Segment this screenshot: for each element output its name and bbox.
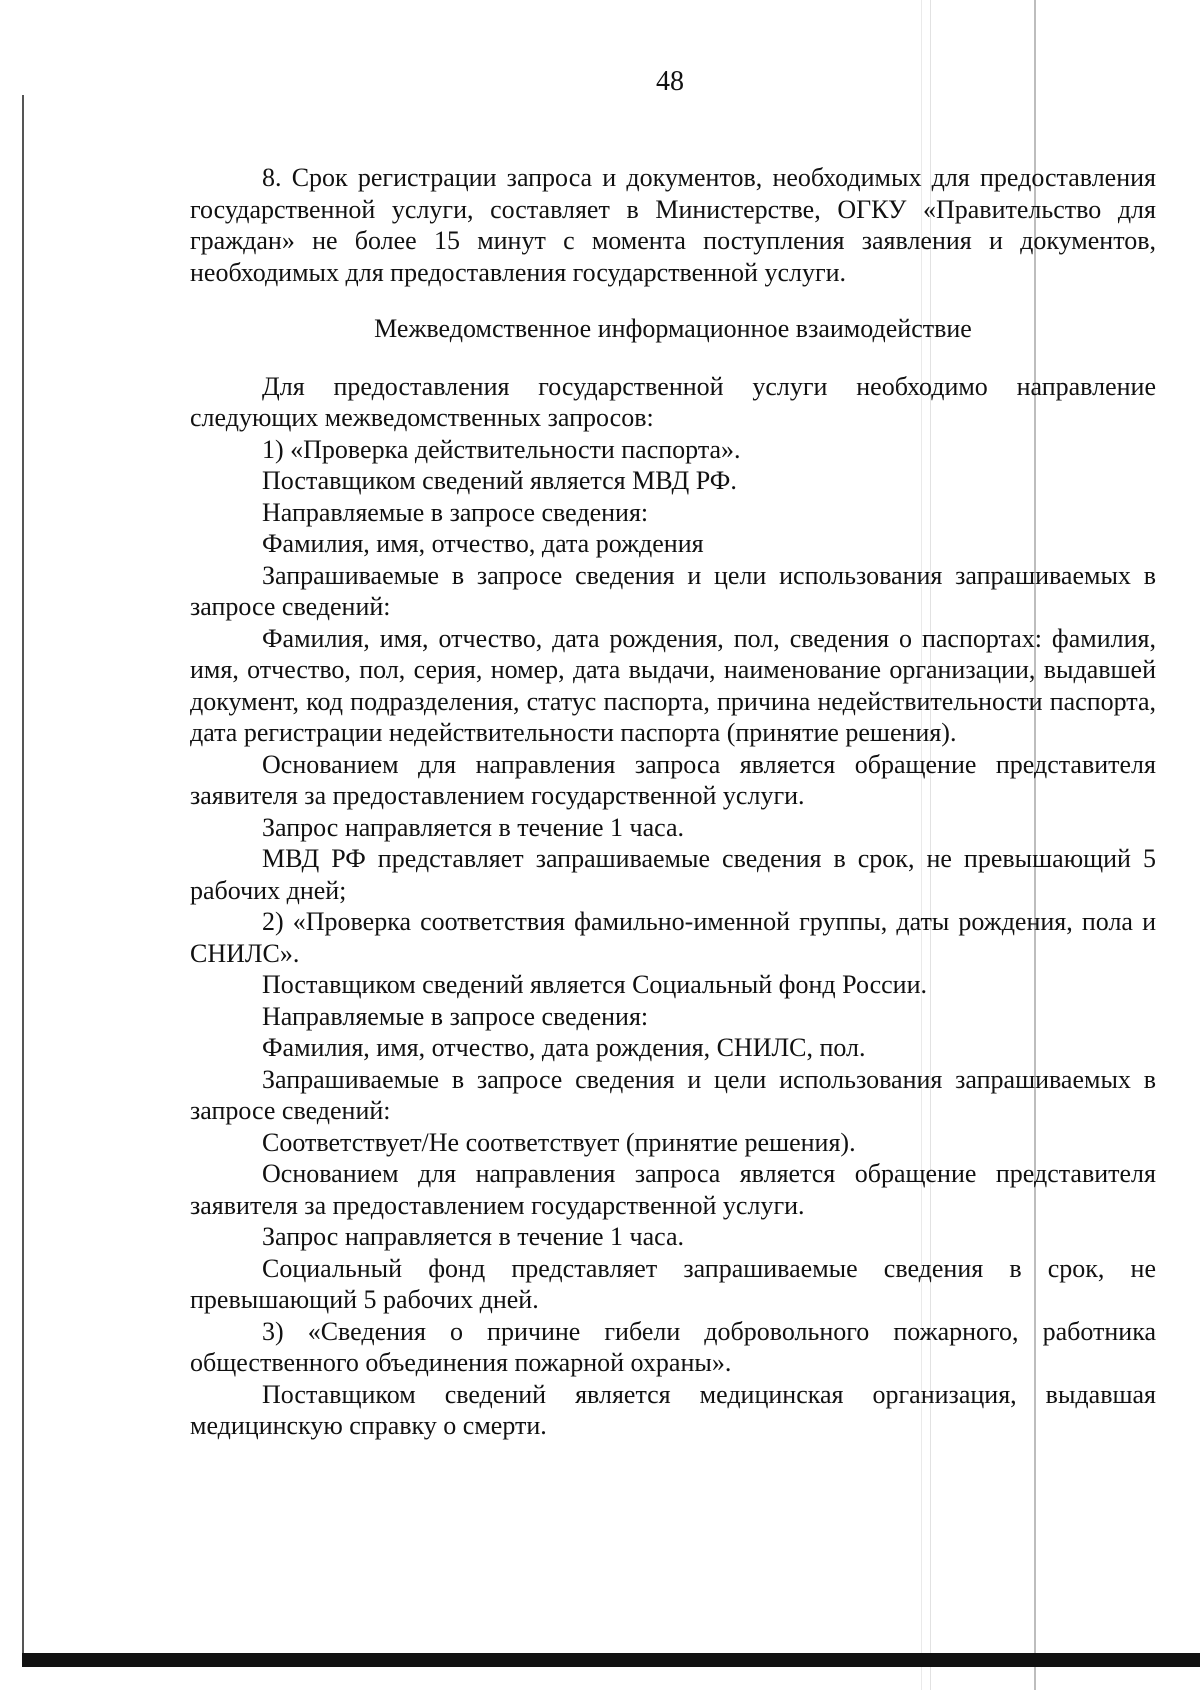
- scan-bottom-edge: [22, 1653, 1200, 1667]
- paragraph: Фамилия, имя, отчество, дата рождения: [262, 529, 704, 558]
- paragraph: 2) «Проверка соответствия фамильно-именной группы, даты рождения, пола и СНИЛС».: [190, 907, 1156, 968]
- scan-left-edge: [22, 95, 24, 1655]
- paragraph: Основанием для направления запроса является обращение представителя заявителя за предоставлением государственной услуги.: [190, 1159, 1156, 1220]
- paragraph: 1) «Проверка действительности паспорта».: [262, 434, 741, 464]
- paragraph: Запрос направляется в течение 1 часа.: [262, 812, 685, 842]
- paragraph: Запрос направляется в течение 1 часа.: [262, 1222, 685, 1251]
- page-number: 48: [656, 66, 684, 97]
- paragraph: Направляемые в запросе сведения:: [262, 497, 649, 527]
- paragraph-section-8: 8. Срок регистрации запроса и документов, необходимых для предоставления государственной услуги, составляет в Министерстве, ОГКУ «Правительство для граждан» не более 15 минут с момента поступления заявления и документов, необходимых для предоставления государственной услуги.: [190, 163, 1156, 287]
- paragraph: Запрашиваемые в запросе сведения и цели использования запрашиваемых в запросе сведений:: [190, 1064, 1156, 1125]
- paragraph: Соответствует/Не соответствует (принятие решения).: [262, 1127, 856, 1157]
- paragraph: Поставщиком сведений является медицинская организация, выдавшая медицинскую справку о смерти.: [190, 1379, 1156, 1440]
- paragraph: Поставщиком сведений является МВД РФ.: [262, 466, 737, 495]
- paragraph: Поставщиком сведений является Социальный фонд России.: [262, 970, 928, 999]
- paragraph: Основанием для направления запроса является обращение представителя заявителя за предоставлением государственной услуги.: [190, 749, 1156, 810]
- document-body: [190, 162, 1156, 1442]
- paragraph: Направляемые в запросе сведения:: [262, 1001, 649, 1031]
- paragraph: Запрашиваемые в запросе сведения и цели использования запрашиваемых в запросе сведений:: [190, 560, 1156, 621]
- paragraph: Фамилия, имя, отчество, дата рождения, СНИЛС, пол.: [262, 1033, 866, 1062]
- paragraph: МВД РФ представляет запрашиваемые сведения в срок, не превышающий 5 рабочих дней;: [190, 844, 1156, 905]
- paragraph: Для предоставления государственной услуги необходимо направление следующих межведомственных запросов:: [190, 371, 1156, 432]
- section-heading: Межведомственное информационное взаимодействие: [374, 314, 972, 343]
- paragraph: Социальный фонд представляет запрашиваемые сведения в срок, не превышающий 5 рабочих дней.: [190, 1253, 1156, 1314]
- paragraph: 3) «Сведения о причине гибели добровольного пожарного, работника общественного объединения пожарной охраны».: [190, 1316, 1156, 1377]
- paragraph: Фамилия, имя, отчество, дата рождения, пол, сведения о паспортах: фамилия, имя, отчество, пол, серия, номер, дата выдачи, наименование организации, выдавшей документ, код подразделения, статус паспорта, причина недействительности паспорта, дата регистрации недействительности паспорта (принятие решения).: [190, 623, 1156, 747]
